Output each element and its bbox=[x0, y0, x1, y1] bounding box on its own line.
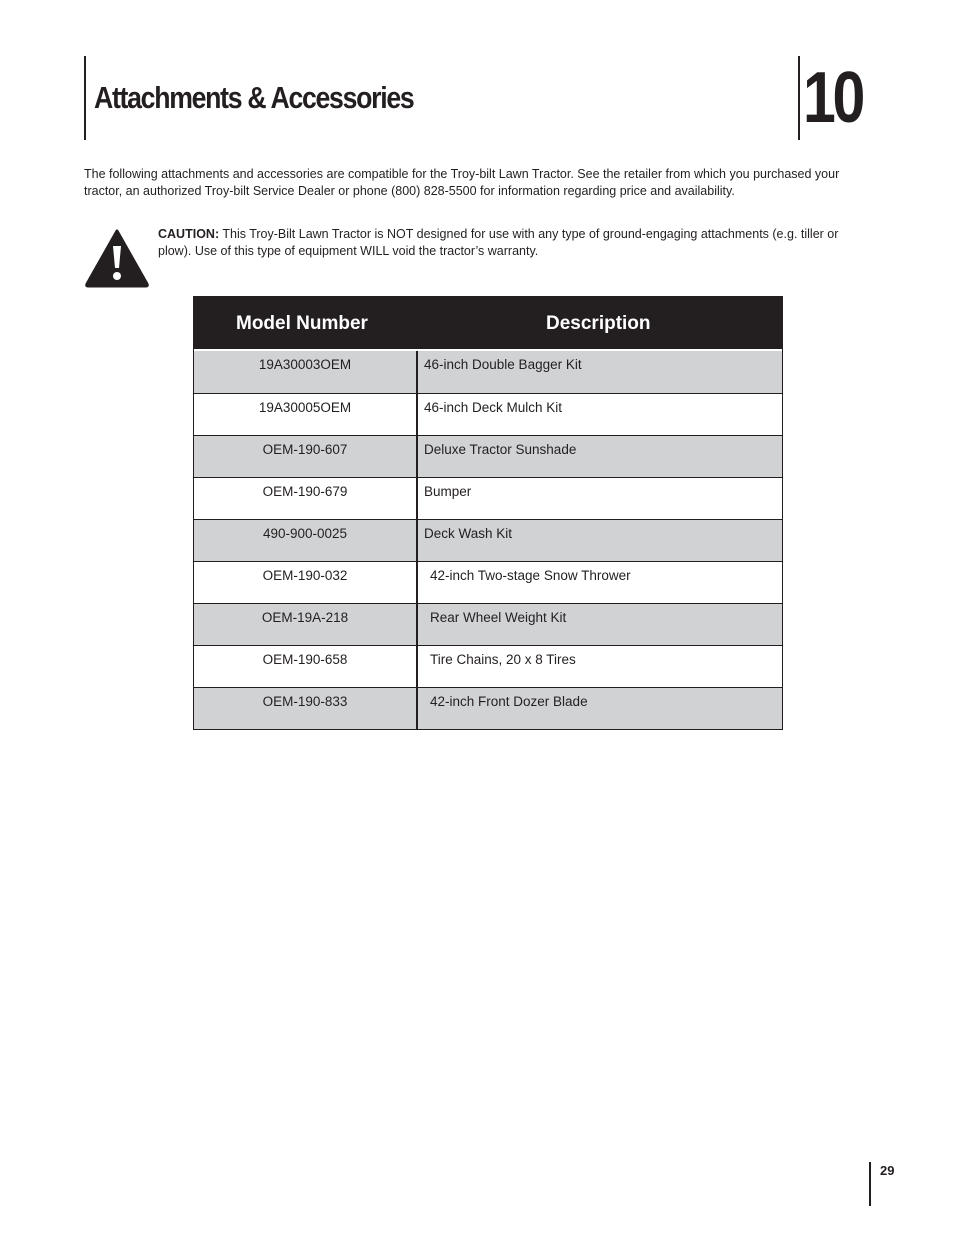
description-cell: 42-inch Two-stage Snow Thrower bbox=[430, 568, 631, 583]
table-row bbox=[194, 561, 782, 603]
page-title: Attachments & Accessories bbox=[94, 80, 414, 115]
model-cell: 19A30005OEM bbox=[194, 394, 418, 435]
header-description: Description bbox=[546, 313, 651, 334]
description-cell: Rear Wheel Weight Kit bbox=[430, 610, 567, 625]
chapter-number: 10 bbox=[803, 58, 863, 138]
caution-body: This Troy-Bilt Lawn Tractor is NOT designed for use with any type of ground-engaging attachments (e.g. tiller or plow). Use of this type of equipment WILL void the tractor’s warranty. bbox=[158, 227, 839, 258]
model-cell: 490-900-0025 bbox=[194, 520, 418, 561]
header-model-number: Model Number bbox=[236, 313, 368, 334]
accessories-table bbox=[193, 296, 783, 730]
description-cell: 46-inch Deck Mulch Kit bbox=[424, 400, 563, 415]
description-cell: Tire Chains, 20 x 8 Tires bbox=[430, 652, 576, 667]
model-cell: OEM-190-679 bbox=[194, 478, 418, 519]
description-cell: 42-inch Front Dozer Blade bbox=[430, 694, 588, 709]
model-cell: OEM-190-658 bbox=[194, 646, 418, 687]
table-row bbox=[194, 519, 782, 561]
table-body bbox=[194, 351, 782, 729]
description-cell: Deck Wash Kit bbox=[424, 526, 513, 541]
table-row bbox=[194, 393, 782, 435]
model-cell: OEM-190-032 bbox=[194, 562, 418, 603]
description-cell: 46-inch Double Bagger Kit bbox=[424, 357, 582, 372]
chapter-rule bbox=[798, 56, 800, 140]
model-cell: OEM-190-833 bbox=[194, 688, 418, 729]
table-row bbox=[194, 351, 782, 393]
table-row bbox=[194, 477, 782, 519]
intro-paragraph: The following attachments and accessories are compatible for the Troy-bilt Lawn Tractor. See the retailer from which you purchased your tractor, an authorized Troy-bilt Service Dealer or phone (800) 828-5500 for information regarding price and availability. bbox=[84, 167, 840, 198]
model-cell: OEM-190-607 bbox=[194, 436, 418, 477]
description-cell: Bumper bbox=[424, 484, 472, 499]
model-cell: 19A30003OEM bbox=[194, 351, 418, 393]
title-rule bbox=[84, 56, 86, 140]
table-row bbox=[194, 645, 782, 687]
table-row bbox=[194, 687, 782, 729]
caution-text bbox=[158, 226, 874, 260]
table-row bbox=[194, 603, 782, 645]
model-cell: OEM-19A-218 bbox=[194, 604, 418, 645]
page-number: 29 bbox=[880, 1163, 895, 1178]
description-cell: Deluxe Tractor Sunshade bbox=[424, 442, 577, 457]
caution-label: CAUTION: bbox=[158, 227, 220, 241]
table-row bbox=[194, 435, 782, 477]
page-number-rule bbox=[869, 1162, 871, 1206]
warning-triangle-icon bbox=[84, 228, 150, 288]
table-header bbox=[194, 297, 782, 351]
